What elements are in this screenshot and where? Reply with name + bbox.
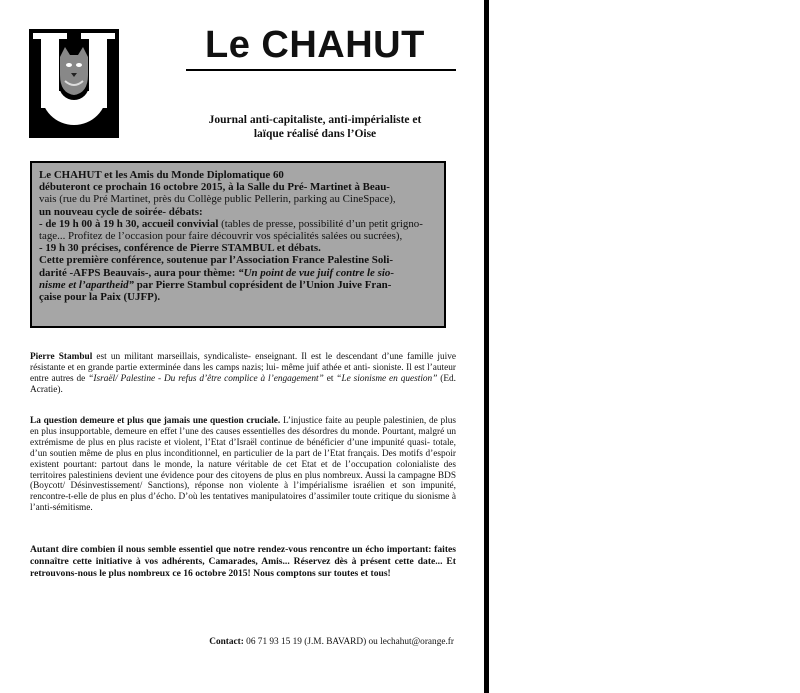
speaker-info: par Pierre Stambul coprésident de l’Union Juive Fran- [134, 278, 392, 291]
announcement-line [39, 267, 438, 279]
announcement-line: un nouveau cycle de soirée- débats: [39, 205, 203, 218]
welcome-details: (tables de presse, possibilité d’un petit grigno- [218, 217, 423, 230]
conference-theme: “Un point de vue juif contre le sio- [238, 266, 394, 279]
title-rule [186, 69, 456, 71]
announcement-line: Le CHAHUT et les Amis du Monde Diplomatique 60 [39, 169, 284, 181]
contact-label: Contact: [209, 637, 244, 647]
contact-line [28, 637, 454, 647]
cat-icon [57, 45, 91, 97]
question-lead: La question demeure et plus que jamais une question cruciale. [30, 416, 281, 426]
announcement-line [39, 218, 438, 230]
question-text: L’injustice faite au peuple palestinien, de plus en plus insupportable, demeure en effet l’une des causes essentielles des désordres du monde. Pourtant, malgré un extrémisme de plus en plus raciste et violent, l’Etat d’Israël continue de bénéficier d’une impunité quasi- totale, d’un soutien même de plus en plus inconditionnel, en particulier de la part de l’Etat français. Des motifs d’espoir existent pourtant: partout dans le monde, la nature véritable de cet Etat et de l’occupation colonialiste des territoires palestiniens devient une évidence pour des citoyens de plus en plus nombreux. Aussi la campagne BDS (Boycott/ Désinvestissement/ Sanctions), réponse non violente à l’impérialisme israélien et son impunité, rencontre-t-elle de plus en plus d’écho. D’où les tentatives manipulatoires d’assimiler toute critique du sionisme à l’anti-sémitisme. [30, 416, 456, 514]
conference-theme-end: nisme et l’apartheid” [39, 278, 134, 291]
announcement-line: çaise pour la Paix (UJFP). [39, 291, 161, 304]
speaker-name: Pierre Stambul [30, 352, 93, 362]
newspaper-subtitle [200, 113, 430, 141]
announcement-line: - 19 h 30 précises, conférence de Pierre STAMBUL et débats. [39, 242, 321, 255]
announcement-line: Cette première conférence, soutenue par l’Association France Palestine Soli- [39, 254, 393, 267]
publisher: (Ed. Acratie). [30, 373, 457, 395]
announcement-line: débuteront ce prochain 16 octobre 2015, à la Salle du Pré- Martinet à Beau- [39, 181, 390, 194]
announcement-line [39, 279, 438, 291]
subtitle-line-1: Journal anti-capitaliste, anti-impérialiste et [208, 114, 422, 126]
theme-intro: darité -AFPS Beauvais-, aura pour thème: [39, 266, 239, 279]
announcement-line: vais (rue du Pré Martinet, près du Collège public Pellerin, parking au CineSpace), [39, 193, 396, 206]
bio-conjunction: et [323, 373, 337, 384]
question-paragraph [30, 416, 456, 514]
bio-paragraph [30, 352, 456, 396]
newspaper-title: Le CHAHUT [205, 24, 425, 66]
welcome-time: - de 19 h 00 à 19 h 30, accueil convivial [39, 217, 219, 230]
subtitle-line-2: laïque réalisé dans l’Oise [253, 128, 377, 140]
bio-text: est un militant marseillais, syndicaliste- enseignant. Il est le descendant d’une famille juive résistante et en grande partie exterminée dans les camps nazis; lui- même juif athée et anti- sioniste. Il est l’auteur entre autres de [30, 352, 456, 384]
announcement-box [30, 161, 446, 328]
chahut-logo [29, 29, 119, 138]
book-title-2: “Le sionisme en question” [336, 373, 438, 384]
page-shadow [484, 0, 489, 693]
announcement-line: tage... Profitez de l’occasion pour faire découvrir vos spécialités salées ou sucrées), [39, 230, 403, 243]
call-to-action: Autant dire combien il nous semble essentiel que notre rendez-vous rencontre un écho important: faites connaître cette initiative à vos adhérents, Camarades, Amis... Réservez dès à présent cette date... Et retrouvons-nous le plus nombreux ce 16 octobre 2015! Nous comptons sur toutes et tous! [30, 544, 456, 579]
contact-details: 06 71 93 15 19 (J.M. BAVARD) ou lechahut@orange.fr [243, 637, 454, 647]
book-title-1: “Israël/ Palestine - Du refus d’être complice à l’engagement” [88, 373, 324, 384]
